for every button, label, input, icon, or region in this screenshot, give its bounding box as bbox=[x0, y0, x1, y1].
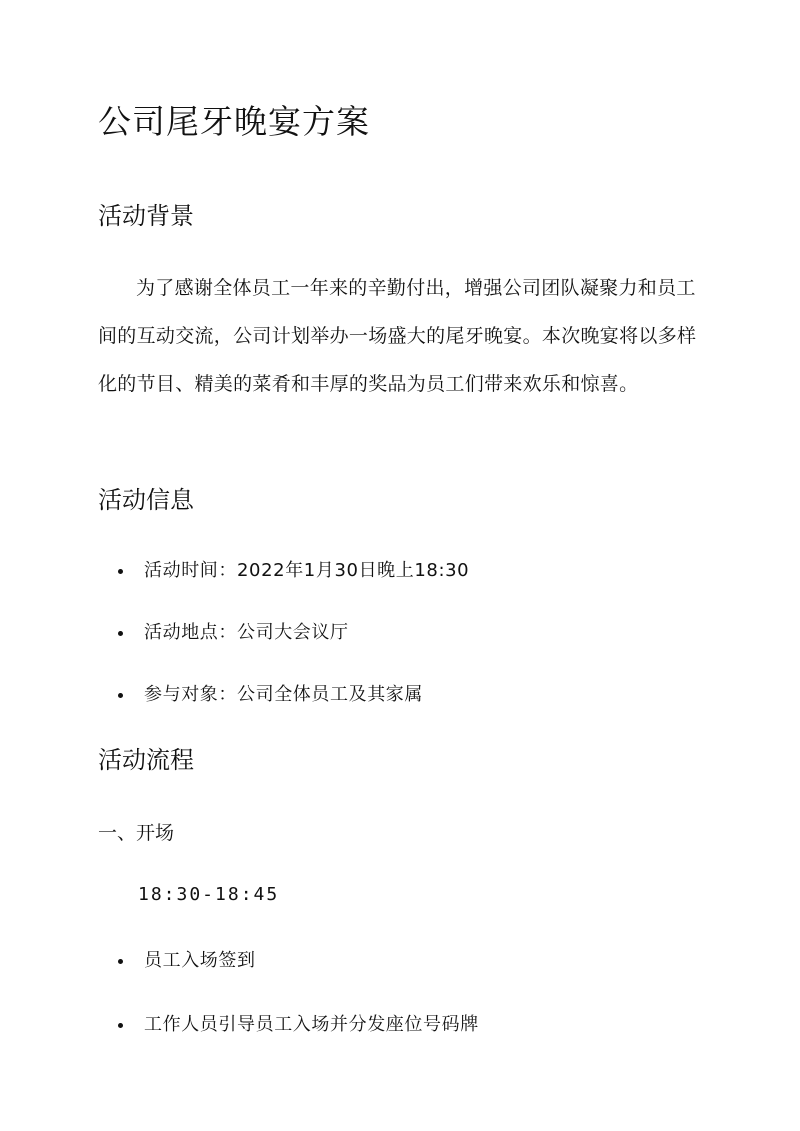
step-heading: 一、开场 bbox=[98, 822, 175, 844]
section-heading-info: 活动信息 bbox=[98, 486, 194, 514]
step-item-text: 工作人员引导员工入场并分发座位号码牌 bbox=[144, 1014, 479, 1035]
section-heading-process: 活动流程 bbox=[98, 746, 194, 774]
bullet-icon bbox=[118, 631, 123, 636]
step-item-text: 员工入场签到 bbox=[144, 950, 256, 971]
bullet-icon bbox=[118, 569, 123, 574]
bullet-icon bbox=[118, 959, 123, 964]
section-heading-background: 活动背景 bbox=[98, 202, 194, 230]
info-item-text: 活动地点：公司大会议厅 bbox=[144, 622, 349, 643]
bullet-icon bbox=[118, 1023, 123, 1028]
bullet-icon bbox=[118, 693, 123, 698]
document-title: 公司尾牙晚宴方案 bbox=[98, 102, 370, 141]
background-paragraph: 为了感谢全体员工一年来的辛勤付出，增强公司团队凝聚力和员工间的互动交流，公司计划举办一场盛大的尾牙晚宴。本次晚宴将以多样化的节目、精美的菜肴和丰厚的奖品为员工们带来欢乐和惊喜。 bbox=[98, 277, 697, 395]
step-list-item bbox=[118, 1010, 479, 1036]
info-list-item bbox=[118, 556, 469, 582]
step-list-item bbox=[118, 946, 256, 972]
info-item-text: 活动时间：2022年1月30日晚上18:30 bbox=[144, 560, 470, 581]
info-item-text: 参与对象：公司全体员工及其家属 bbox=[144, 684, 423, 705]
info-list-item bbox=[118, 680, 423, 706]
info-list-item bbox=[118, 618, 349, 644]
step-time: 18:30-18:45 bbox=[138, 884, 280, 905]
